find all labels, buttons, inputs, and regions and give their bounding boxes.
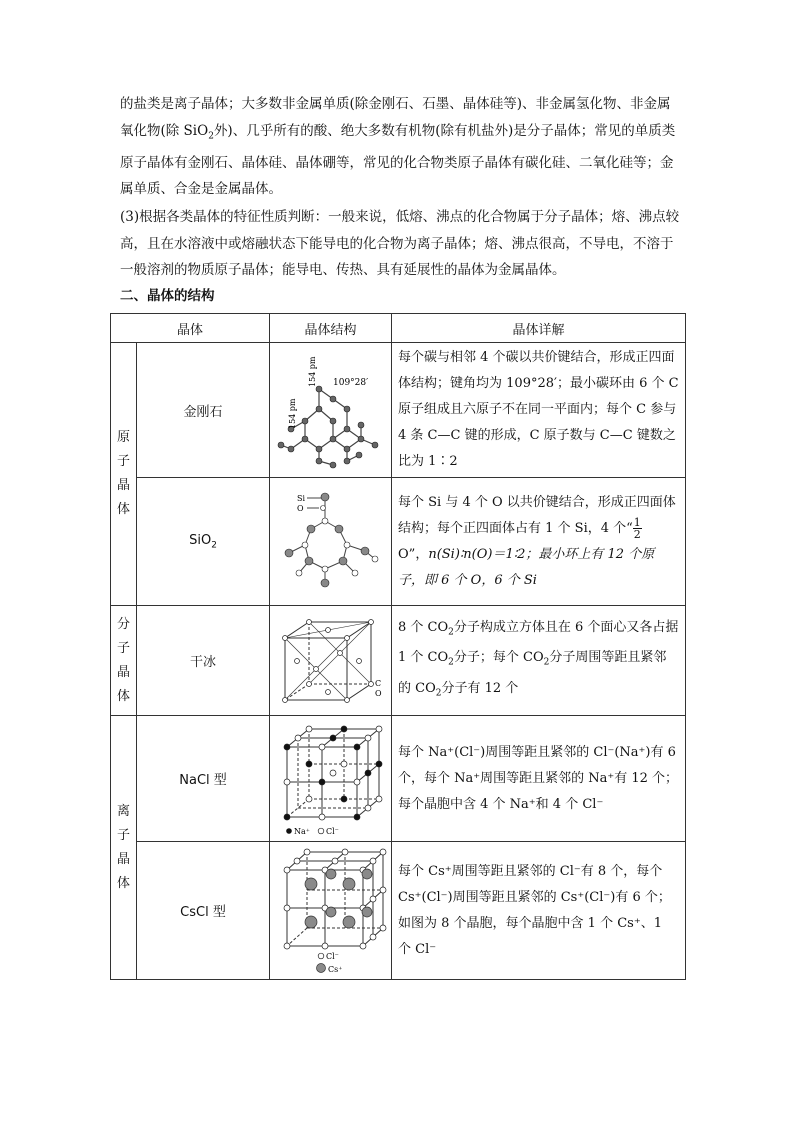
c-legend-label: C	[374, 678, 381, 688]
header-detail: 晶体详解	[392, 314, 686, 343]
table-row-sio2	[111, 478, 686, 606]
cscl-structure-figure	[270, 842, 392, 980]
crystal-structure-table	[110, 313, 686, 980]
si-legend-label: Si	[296, 493, 305, 503]
category-molecular-crystal: 分 子 晶 体	[111, 606, 137, 716]
dry-ice-structure-diagram	[275, 616, 387, 706]
fraction-one-half: $\frac{1}{2}$	[633, 515, 641, 541]
bond-length-label-1: 154 pm	[287, 398, 297, 429]
diamond-structure-figure	[270, 343, 392, 478]
cscl-structure-diagram	[275, 846, 387, 976]
cl-legend-label: Cl⁻	[325, 826, 339, 836]
header-crystal: 晶体	[111, 314, 270, 343]
dry-ice-structure-figure	[270, 606, 392, 716]
bond-length-label-2: 154 pm	[307, 356, 317, 387]
detail-sio2: 每个 Si 与 4 个 O 以共价键结合，形成正四面体结构；每个正四面体占有 1 个 Si，4 个“ $\frac{1}{2}$ O”，n(Si)∶n(O)＝1∶2；最小环上有 12 个原子，即 6 个 O，6 个 Si	[392, 478, 686, 606]
sio2-structure-figure	[270, 478, 392, 606]
sio2-structure-diagram	[275, 487, 387, 597]
detail-nacl: 每个 Na⁺(Cl⁻)周围等距且紧邻的 Cl⁻(Na⁺)有 6 个，每个 Na⁺周围等距且紧邻的 Na⁺有 12 个；每个晶胞中含 4 个 Na⁺和 4 个 Cl⁻	[392, 716, 686, 842]
table-row-cscl	[111, 842, 686, 980]
crystal-name-diamond: 金刚石	[137, 343, 270, 478]
detail-cscl: 每个 Cs⁺周围等距且紧邻的 Cl⁻有 8 个，每个 Cs⁺(Cl⁻)周围等距且紧邻的 Cs⁺(Cl⁻)有 6 个；如图为 8 个晶胞，每个晶胞中含 1 个 Cs⁺、1 个 Cl⁻	[392, 842, 686, 980]
crystal-name-sio2: SiO$_2$	[137, 478, 270, 606]
detail-dry-ice: 8 个 $CO_2$分子构成立方体且在 6 个面心又各占据 1 个 $CO_2$分子；每个 $CO_2$分子周围等距且紧邻的 $CO_2$分子有 12 个	[392, 606, 686, 716]
intro-paragraph: 的盐类是离子晶体；大多数非金属单质(除金刚石、石墨、晶体硅等)、非金属氢化物、非金属氧化物(除 SiO$_2$外)、几乎所有的酸、绝大多数有机物(除有机盐外)是分子晶体；常见的单质类原子晶体有金刚石、晶体硅、晶体硼等，常见的化合物类原子晶体有碳化硅、二氧化硅等；金属单质、合金是金属晶体。	[120, 96, 676, 198]
diamond-structure-diagram	[275, 349, 387, 471]
table-header-row	[111, 314, 686, 343]
nacl-structure-diagram	[275, 721, 387, 837]
na-legend-label: Na⁺	[293, 826, 310, 836]
crystal-name-nacl: NaCl 型	[137, 716, 270, 842]
section-title: 二、晶体的结构	[120, 288, 215, 304]
crystal-name-dry-ice: 干冰	[137, 606, 270, 716]
o-legend-label: O	[374, 688, 382, 698]
cs-legend-label: Cs⁺	[327, 964, 342, 974]
table-row-dry-ice	[111, 606, 686, 716]
table-row-nacl	[111, 716, 686, 842]
crystal-name-cscl: CsCl 型	[137, 842, 270, 980]
point-3-paragraph: (3)根据各类晶体的特征性质判断：一般来说，低熔、沸点的化合物属于分子晶体；熔、沸点较高，且在水溶液中或熔融状态下能导电的化合物为离子晶体；熔、沸点很高，不导电，不溶于一般溶剂的物质原子晶体；能导电、传热、具有延展性的晶体为金属晶体。	[120, 209, 680, 278]
header-structure: 晶体结构	[270, 314, 392, 343]
category-ionic-crystal: 离 子 晶 体	[111, 716, 137, 980]
bond-angle-label: 109°28′	[332, 378, 368, 388]
cl-legend-label: Cl⁻	[325, 951, 339, 961]
nacl-structure-figure	[270, 716, 392, 842]
table-row-diamond	[111, 343, 686, 478]
o-legend-label: O	[296, 503, 304, 513]
category-atomic-crystal: 原 子 晶 体	[111, 343, 137, 606]
detail-diamond: 每个碳与相邻 4 个碳以共价键结合，形成正四面体结构；键角均为 109°28′；最小碳环由 6 个 C 原子组成且六原子不在同一平面内；每个 C 参与 4 条 C—C 键的形成，C 原子数与 C—C 键数之比为 1∶2	[392, 343, 686, 478]
